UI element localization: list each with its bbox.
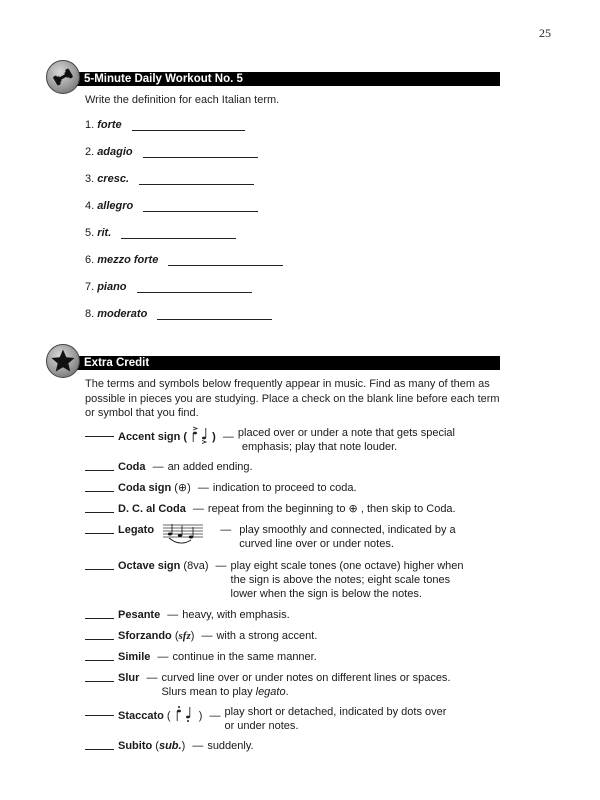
term: D. C. al Coda [118, 503, 186, 515]
workout-item [85, 146, 283, 173]
italian-term: piano [97, 281, 127, 293]
workout-item [85, 227, 283, 254]
list-item: Simile — continue in the same manner. [85, 650, 505, 671]
item-number: 7. [85, 281, 95, 293]
accent-notes-icon [190, 426, 212, 448]
check-blank[interactable] [85, 426, 114, 437]
list-item: Octave sign (8va) — play eight scale tones (one octave) higher when the sign is above the notes; eight scale tones lower when the sign is below the notes. [85, 559, 505, 608]
definition: curved line over or under notes on different lines or spaces. Slurs mean to play legato. [161, 672, 451, 698]
check-blank[interactable] [85, 460, 114, 471]
check-blank[interactable] [85, 608, 114, 619]
term: Coda sign [118, 482, 172, 494]
answer-blank[interactable] [139, 173, 254, 185]
check-blank[interactable] [85, 739, 114, 750]
check-blank[interactable] [85, 671, 114, 682]
list-item: Subito (sub.) — suddenly. [85, 739, 505, 760]
staccato-notes-icon [174, 705, 196, 727]
workout-list [85, 119, 283, 335]
page-number: 25 [539, 26, 551, 40]
definition: placed over or under a note that gets special emphasis; play that note louder. [237, 427, 455, 453]
item-number: 1. [85, 119, 95, 131]
workout-item [85, 173, 283, 200]
definition: continue in the same manner. [172, 651, 317, 663]
list-item: Coda — an added ending. [85, 460, 505, 481]
answer-blank[interactable] [157, 308, 272, 320]
definition: repeat from the beginning to ⊕ , then skip to Coda. [207, 503, 456, 515]
item-number: 8. [85, 308, 95, 320]
legato-staff-icon [163, 523, 203, 551]
workout-item [85, 119, 283, 146]
item-number: 4. [85, 200, 95, 212]
list-item: Coda sign (⊕) — indication to proceed to coda. [85, 481, 505, 502]
term: Subito [118, 740, 153, 752]
definition: with a strong accent. [216, 630, 318, 642]
coda-sign-icon: (⊕) [171, 482, 191, 494]
list-item [85, 426, 505, 460]
definition: indication to proceed to coda. [212, 482, 357, 494]
extra-credit-title: Extra Credit [84, 357, 150, 369]
italian-term: mezzo forte [97, 254, 159, 266]
workout-instructions: Write the definition for each Italian term. [85, 94, 280, 106]
answer-blank[interactable] [143, 146, 258, 158]
workout-item [85, 200, 283, 227]
workout-header [46, 60, 500, 94]
italian-term: cresc. [97, 173, 129, 185]
extra-credit-instructions: The terms and symbols below frequently appear in music. Find as many of them as possible in pieces you are studying. Place a check on the blank line before each term or symbol that you find. [85, 378, 500, 419]
list-item: Sforzando (sfz) — with a strong accent. [85, 629, 505, 650]
definition: play short or detached, indicated by dots over or under notes. [224, 706, 447, 732]
term: Staccato [118, 709, 164, 722]
list-item: Staccato ( ) — play short or detached, indicated by dots over or under notes. [85, 705, 505, 739]
definition: play smoothly and connected, indicated by a curved line over or under notes. [239, 524, 456, 550]
extra-credit-list [85, 426, 505, 760]
list-item: Slur — curved line over or under notes on different lines or spaces. Slurs mean to play legato. [85, 671, 505, 705]
check-blank[interactable] [85, 650, 114, 661]
definition: an added ending. [167, 461, 253, 473]
check-blank[interactable] [85, 481, 114, 492]
answer-blank[interactable] [168, 254, 283, 266]
extra-credit-header [46, 344, 500, 378]
term-label: Accent sign ( ) — [118, 426, 238, 448]
italian-term: rit. [97, 227, 112, 239]
term: Octave sign [118, 560, 181, 572]
workout-title: 5-Minute Daily Workout No. 5 [84, 73, 243, 85]
italian-term: moderato [97, 308, 148, 320]
workout-item [85, 254, 283, 281]
term: Coda [118, 461, 146, 473]
item-number: 5. [85, 227, 95, 239]
definition: play eight scale tones (one octave) higher when the sign is above the notes; eight scale tones lower when the sign is below the notes. [230, 560, 464, 600]
sfz-symbol: sfz [178, 630, 191, 642]
check-blank[interactable] [85, 523, 114, 534]
item-number: 6. [85, 254, 95, 266]
list-item: Pesante — heavy, with emphasis. [85, 608, 505, 629]
octave-sign: (8va) [180, 560, 209, 572]
definition: heavy, with emphasis. [182, 609, 290, 621]
answer-blank[interactable] [121, 227, 236, 239]
term: Pesante [118, 609, 161, 621]
term: Accent sign [118, 430, 181, 443]
sub-abbreviation: sub. [158, 740, 182, 752]
italian-term: allegro [97, 200, 134, 212]
definition: suddenly. [207, 740, 254, 752]
term: Simile [118, 651, 151, 663]
star-icon [46, 344, 80, 378]
check-blank[interactable] [85, 705, 114, 716]
item-number: 2. [85, 146, 95, 158]
item-number: 3. [85, 173, 95, 185]
answer-blank[interactable] [132, 119, 245, 131]
answer-blank[interactable] [143, 200, 258, 212]
workout-item [85, 281, 283, 308]
list-item: Legato — play smoothly and connected, indicated by a curved line over or under notes. [85, 523, 505, 559]
check-blank[interactable] [85, 502, 114, 513]
italian-term: forte [97, 119, 122, 131]
answer-blank[interactable] [137, 281, 252, 293]
check-blank[interactable] [85, 559, 114, 570]
dumbbell-icon [46, 60, 80, 94]
term: Sforzando [118, 630, 172, 642]
list-item: D. C. al Coda — repeat from the beginning to ⊕ , then skip to Coda. [85, 502, 505, 523]
check-blank[interactable] [85, 629, 114, 640]
term: Legato [118, 524, 155, 536]
workout-item [85, 308, 283, 335]
italian-term: adagio [97, 146, 133, 158]
term: Slur [118, 672, 140, 684]
